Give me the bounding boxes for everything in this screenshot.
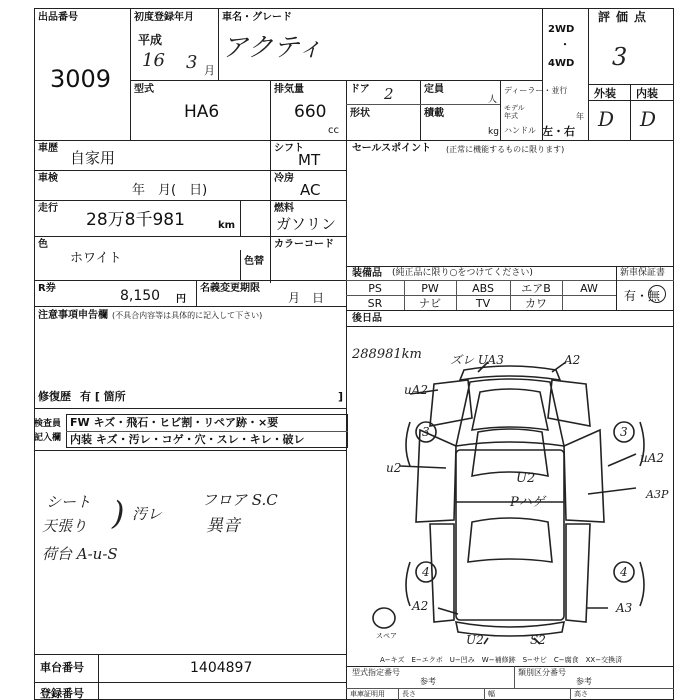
divider bbox=[346, 295, 616, 296]
exterior-grade: D bbox=[598, 107, 615, 131]
inspector-label: 検査員 bbox=[34, 419, 62, 429]
interior-label: 内装 bbox=[636, 87, 658, 100]
divider bbox=[240, 200, 241, 236]
chassis-label: 車台番号 bbox=[40, 661, 84, 674]
divider bbox=[588, 84, 674, 85]
recycle-value: 8,150 bbox=[120, 288, 161, 304]
mileage-value: 28万8千981 bbox=[86, 210, 185, 230]
tire-fr-tread: 3 bbox=[620, 425, 628, 439]
divider bbox=[346, 266, 674, 267]
drive-2wd: 2WD bbox=[548, 24, 575, 35]
displacement-label: 排気量 bbox=[274, 84, 304, 95]
score-value: 3 bbox=[612, 43, 628, 71]
form-number-label: 型式指定番号 bbox=[352, 668, 400, 677]
car-name: アクティ bbox=[222, 33, 324, 63]
interior-grade: D bbox=[640, 107, 657, 131]
equipment-airbag: エアB bbox=[521, 282, 551, 295]
divider bbox=[98, 654, 99, 700]
equipment-leather: カワ bbox=[525, 297, 547, 310]
damage-ua2-right: uA2 bbox=[640, 451, 665, 465]
damage-legend: A−キズ E−エクボ U−凹み W−補修跡 S−サビ C−腐食 XX−交換済 bbox=[380, 656, 623, 664]
registration-month: 3 bbox=[186, 52, 198, 73]
equipment-navi: ナビ bbox=[419, 297, 441, 310]
lot-number: 3009 bbox=[50, 65, 112, 93]
divider bbox=[398, 688, 399, 700]
tax-label: 名義変更期限 bbox=[200, 283, 260, 294]
damage-top: ズレ UA3 bbox=[450, 353, 504, 367]
class-number-ref: 参考 bbox=[576, 677, 592, 686]
divider bbox=[34, 408, 346, 409]
registration-year: 16 bbox=[142, 50, 165, 71]
divider bbox=[420, 80, 421, 140]
equipment-note: (純正品に限り○をつけてください) bbox=[392, 268, 533, 278]
divider bbox=[346, 310, 674, 311]
sales-point-note: (正常に機能するものに限ります) bbox=[446, 145, 565, 154]
divider bbox=[34, 450, 346, 451]
divider bbox=[346, 666, 674, 667]
divider bbox=[34, 140, 674, 141]
divider bbox=[34, 170, 346, 171]
sales-point-label: セールスポイント bbox=[352, 143, 432, 154]
form-number-ref: 参考 bbox=[420, 677, 436, 686]
drive-4wd: 4WD bbox=[548, 58, 575, 69]
length-label: 長さ bbox=[402, 690, 416, 698]
damage-bed-center: U2 bbox=[516, 471, 536, 486]
handwritten-brace: ) bbox=[112, 494, 125, 532]
lot-number-label: 出品番号 bbox=[38, 12, 78, 23]
inspection-label: 車検 bbox=[38, 173, 58, 184]
damage-ua2-left: uA2 bbox=[404, 383, 429, 397]
damage-u2-bottom: U2 bbox=[466, 633, 484, 647]
divider bbox=[484, 688, 485, 700]
color-value: ホワイト bbox=[70, 251, 122, 266]
repair-close: ] bbox=[338, 390, 344, 403]
model-label: 型式 bbox=[134, 84, 154, 95]
damage-u2-left: u2 bbox=[386, 461, 402, 475]
divider bbox=[34, 682, 346, 683]
warranty-value: 有・無 bbox=[624, 289, 661, 303]
mileage-unit: km bbox=[218, 220, 236, 231]
score-label: 評価点 bbox=[598, 10, 653, 24]
handwritten-headliner: 天張り bbox=[42, 517, 88, 535]
drive-separator: ・ bbox=[560, 40, 570, 51]
divider bbox=[34, 280, 346, 281]
displacement-value: 660 bbox=[294, 102, 327, 122]
handwritten-floor: フロア S.C bbox=[202, 491, 278, 509]
divider bbox=[34, 236, 346, 237]
handwritten-mileage: 288981km bbox=[352, 347, 422, 362]
door-label: ドア bbox=[350, 84, 370, 95]
equipment-tv: TV bbox=[475, 297, 491, 310]
fuel-value: ガソリン bbox=[276, 215, 337, 233]
divider bbox=[130, 8, 131, 140]
divider bbox=[240, 250, 241, 280]
divider bbox=[588, 100, 674, 101]
repair-value: 有 [ 箇所 bbox=[80, 390, 126, 403]
shift-label: シフト bbox=[274, 143, 304, 154]
inspector-entry-label: 記入欄 bbox=[34, 433, 62, 443]
notes-label: 注意事項申告欄 bbox=[38, 310, 108, 321]
damage-s2-bottom: S2 bbox=[530, 633, 546, 647]
fw-row: FW キズ・飛石・ヒビ割・リペア跡・×要 bbox=[70, 416, 279, 429]
equipment-pw: PW bbox=[421, 282, 439, 295]
spare-label: スペア bbox=[376, 632, 397, 640]
divider bbox=[196, 280, 197, 306]
divider bbox=[616, 266, 617, 310]
divider bbox=[542, 8, 543, 140]
equipment-ps: PS bbox=[368, 282, 382, 295]
inspection-value: 年 月( 日) bbox=[132, 183, 208, 198]
era-label: 平成 bbox=[138, 33, 163, 47]
color-label: 色 bbox=[38, 239, 48, 250]
divider bbox=[588, 8, 589, 140]
displacement-unit: cc bbox=[328, 125, 339, 136]
history-value: 自家用 bbox=[70, 149, 116, 167]
door-count: 2 bbox=[384, 85, 394, 103]
warranty-circle-mark bbox=[648, 285, 666, 303]
garage-cert-label: 車庫証明用 bbox=[350, 690, 385, 698]
model-year-unit: 年 bbox=[576, 112, 584, 121]
tailgate bbox=[468, 518, 552, 562]
divider bbox=[270, 140, 271, 283]
divider bbox=[630, 84, 631, 140]
divider bbox=[270, 80, 271, 140]
model-code: HA6 bbox=[184, 102, 220, 122]
capacity-unit: 人 bbox=[488, 95, 498, 105]
chassis-number: 1404897 bbox=[190, 660, 253, 676]
tire-rr-tread: 4 bbox=[620, 565, 628, 579]
divider bbox=[34, 654, 346, 655]
warranty-label: 新車保証書 bbox=[620, 268, 666, 278]
right-door bbox=[564, 430, 604, 522]
divider bbox=[500, 80, 501, 140]
divider bbox=[570, 688, 571, 700]
damage-bed-peel: Pハゲ bbox=[510, 495, 545, 510]
divider bbox=[218, 8, 219, 80]
dealer-label: ディーラー・並行 bbox=[504, 86, 568, 95]
class-number-label: 類別区分番号 bbox=[518, 668, 566, 677]
exterior-label: 外装 bbox=[594, 87, 616, 100]
registration-label: 登録番号 bbox=[40, 687, 84, 700]
fuel-label: 燃料 bbox=[274, 203, 294, 214]
spare-tire bbox=[373, 608, 395, 628]
height-label: 高さ bbox=[574, 690, 588, 698]
damage-a3-right: A3 bbox=[616, 601, 633, 615]
handwritten-bed: 荷台 A-u-S bbox=[42, 545, 118, 563]
divider bbox=[514, 666, 515, 688]
left-door bbox=[416, 430, 456, 522]
divider bbox=[130, 80, 542, 81]
tire-fl-tread: 3 bbox=[422, 425, 430, 439]
handle-value: 左・右 bbox=[542, 125, 575, 138]
car-name-label: 車名・グレード bbox=[222, 12, 292, 23]
divider bbox=[346, 80, 347, 140]
repaint-label: 色替 bbox=[244, 256, 264, 267]
first-registration-label: 初度登録年月 bbox=[134, 12, 194, 23]
after-items-label: 後日品 bbox=[352, 313, 382, 324]
recycle-label: R券 bbox=[38, 283, 56, 294]
divider bbox=[34, 200, 346, 201]
handle-label: ハンドル bbox=[504, 126, 536, 135]
windshield bbox=[472, 389, 548, 430]
load-label: 積載 bbox=[424, 108, 444, 119]
shift-value: MT bbox=[298, 151, 321, 169]
repair-label: 修復歴 bbox=[38, 390, 71, 403]
equipment-aw: AW bbox=[580, 282, 598, 295]
load-unit: kg bbox=[488, 127, 499, 137]
capacity-label: 定員 bbox=[424, 84, 444, 95]
damage-a2-top: A2 bbox=[564, 353, 581, 367]
tax-value: 月 日 bbox=[288, 291, 325, 305]
width-label: 幅 bbox=[488, 690, 495, 698]
tire-rl-tread: 4 bbox=[422, 565, 430, 579]
equipment-sr: SR bbox=[367, 297, 383, 310]
recycle-unit: 円 bbox=[176, 294, 186, 305]
mileage-label: 走行 bbox=[38, 203, 58, 214]
divider bbox=[346, 688, 674, 689]
ac-value: AC bbox=[300, 181, 321, 199]
damage-a2-left: A2 bbox=[412, 599, 429, 613]
color-code-label: カラーコード bbox=[274, 239, 334, 250]
model-year-label: モデル年式 bbox=[504, 104, 525, 120]
roof bbox=[472, 429, 548, 476]
ac-label: 冷房 bbox=[274, 173, 294, 184]
equipment-abs: ABS bbox=[472, 282, 494, 295]
handwritten-seat: シート bbox=[46, 493, 92, 511]
month-unit: 月 bbox=[204, 64, 215, 77]
handwritten-stain: 汚レ bbox=[132, 505, 163, 523]
history-label: 車歴 bbox=[38, 143, 58, 154]
notes-sub: (不具合内容等は具体的に記入して下さい) bbox=[112, 311, 263, 320]
interior-row: 内装 キズ・汚レ・コゲ・穴・スレ・キレ・破レ bbox=[70, 433, 305, 446]
equipment-label: 装備品 bbox=[352, 268, 382, 279]
handwritten-noise: 異音 bbox=[206, 516, 240, 536]
divider bbox=[66, 431, 348, 432]
damage-a3p: A3P bbox=[646, 488, 669, 501]
divider bbox=[346, 104, 500, 105]
left-bed-side bbox=[430, 524, 454, 622]
body-shape-label: 形状 bbox=[350, 108, 370, 119]
